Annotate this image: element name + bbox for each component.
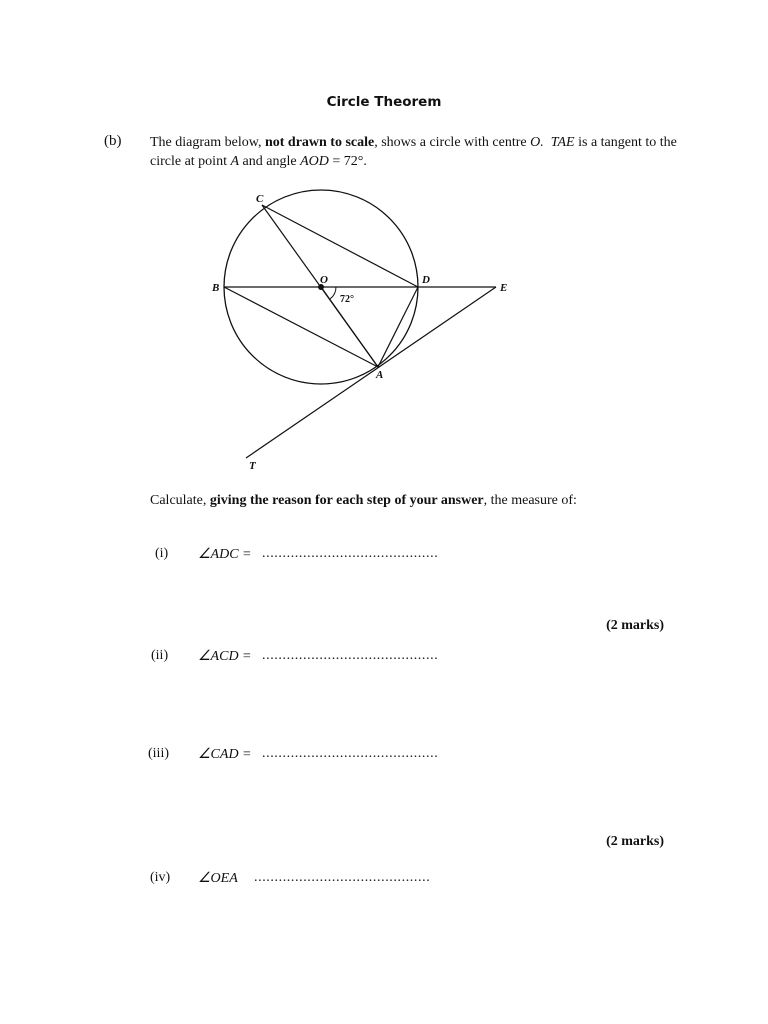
question-iii (0, 746, 768, 766)
question-number: (ii) (151, 648, 169, 663)
angle-label-72: 72° (340, 294, 354, 305)
question-ii (0, 648, 768, 668)
intro-bold-phrase: not drawn to scale (264, 135, 375, 150)
label-A: A (376, 369, 384, 381)
instruction-bold: giving the reason for each step of your answer (209, 493, 484, 508)
answer-line: ........................................... (254, 870, 431, 885)
question-expression: ∠OEA (198, 871, 238, 886)
part-label: (b) (104, 133, 122, 149)
intro-text-2: , shows a circle with centre (374, 135, 531, 150)
label-T: T (249, 460, 256, 472)
answer-line: ........................................... (262, 648, 439, 663)
intro-text-3: is a tangent to the circle at point (150, 135, 677, 169)
chord-CD (262, 205, 418, 287)
chord-DA (378, 287, 418, 367)
instruction-text-2: , the measure of: (483, 493, 577, 508)
intro-centre: O. (530, 135, 544, 150)
question-expression: ∠ADC = (198, 547, 252, 562)
label-B: B (212, 282, 220, 294)
chord-BA (224, 287, 378, 367)
intro-point: A (230, 154, 240, 169)
answer-line: ........................................... (262, 546, 439, 561)
label-E: E (500, 282, 508, 294)
angle-arc (330, 287, 336, 299)
intro-text-4: and angle (239, 154, 301, 169)
label-D: D (422, 274, 430, 286)
question-iv (0, 870, 768, 890)
intro-text-5: = 72°. (328, 154, 367, 169)
marks-label: (2 marks) (606, 618, 664, 633)
question-number: (iii) (148, 746, 169, 761)
intro-tangent-name: TAE (550, 135, 575, 150)
question-number: (i) (155, 546, 169, 561)
label-O: O (320, 274, 328, 286)
question-i (0, 546, 768, 566)
question-number: (iv) (150, 870, 171, 885)
tangent-TE (246, 287, 496, 458)
intro-angle-name: AOD (300, 154, 329, 169)
marks-label: (2 marks) (606, 834, 664, 849)
instruction-text-1: Calculate, (150, 493, 210, 508)
label-C: C (256, 193, 264, 205)
answer-line: ........................................... (262, 746, 439, 761)
question-expression: ∠CAD = (198, 747, 252, 762)
intro-text-1: The diagram below, (150, 135, 265, 150)
page-title: Circle Theorem (326, 94, 442, 110)
instruction (150, 493, 710, 509)
question-expression: ∠ACD = (198, 649, 252, 664)
